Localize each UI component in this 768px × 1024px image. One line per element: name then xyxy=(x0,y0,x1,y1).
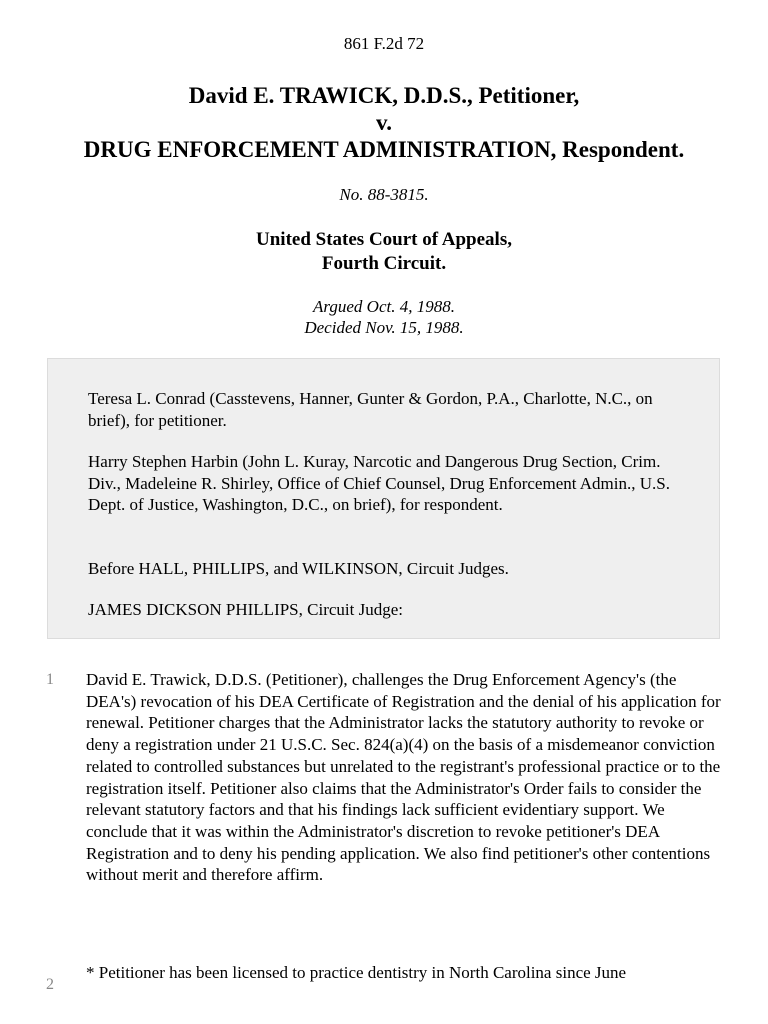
case-caption xyxy=(0,82,768,163)
case-dates xyxy=(0,296,768,338)
paragraph-number: 1 xyxy=(46,671,54,688)
court-name-line1: United States Court of Appeals, xyxy=(256,229,512,250)
argued-date: Argued Oct. 4, 1988. xyxy=(313,297,455,316)
court-name xyxy=(0,228,768,276)
counsel-panel xyxy=(47,358,720,639)
opinion-author: JAMES DICKSON PHILLIPS, Circuit Judge: xyxy=(88,600,403,619)
decided-date: Decided Nov. 15, 1988. xyxy=(304,318,464,337)
caption-respondent: DRUG ENFORCEMENT ADMINISTRATION, Respondent. xyxy=(83,137,685,162)
paragraph-number: 2 xyxy=(46,976,54,993)
opinion-paragraph: * Petitioner has been licensed to practice dentistry in North Carolina since June xyxy=(86,963,627,982)
court-name-line2: Fourth Circuit. xyxy=(321,253,447,274)
counsel-respondent: Harry Stephen Harbin (John L. Kuray, Narcotic and Dangerous Drug Section, Crim. Div., Madeleine R. Shirley, Office of Chief Counsel, Drug Enforcement Admin., U.S. Dept. of Justice, Washington, D.C., on brief), for respondent. xyxy=(88,452,670,514)
case-citation: 861 F.2d 72 xyxy=(343,34,425,53)
counsel-petitioner: Teresa L. Conrad (Casstevens, Hanner, Gunter & Gordon, P.A., Charlotte, N.C., on brief), for petitioner. xyxy=(88,389,653,430)
judges-panel: Before HALL, PHILLIPS, and WILKINSON, Circuit Judges. xyxy=(88,559,509,578)
caption-versus: v. xyxy=(376,110,392,135)
docket-number: No. 88-3815. xyxy=(339,185,429,204)
caption-petitioner: David E. TRAWICK, D.D.S., Petitioner, xyxy=(188,83,580,108)
opinion-paragraph: David E. Trawick, D.D.S. (Petitioner), challenges the Drug Enforcement Agency's (the DEA's) revocation of his DEA Certificate of Registration and the denial of his application for renewal. Petitioner charges that the Administrator lacks the statutory authority to revoke or deny a registration under 21 U.S.C. Sec. 824(a)(4) on the basis of a misdemeanor conviction related to controlled substances but unrelated to the registrant's professional practice or to the registration itself. Petitioner also claims that the Administrator's Order fails to consider the relevant statutory factors and that his findings lack sufficient evidentiary support. We conclude that it was within the Administrator's discretion to revoke petitioner's DEA Registration and to deny his pending application. We also find petitioner's other contentions without merit and therefore affirm. xyxy=(86,670,721,885)
